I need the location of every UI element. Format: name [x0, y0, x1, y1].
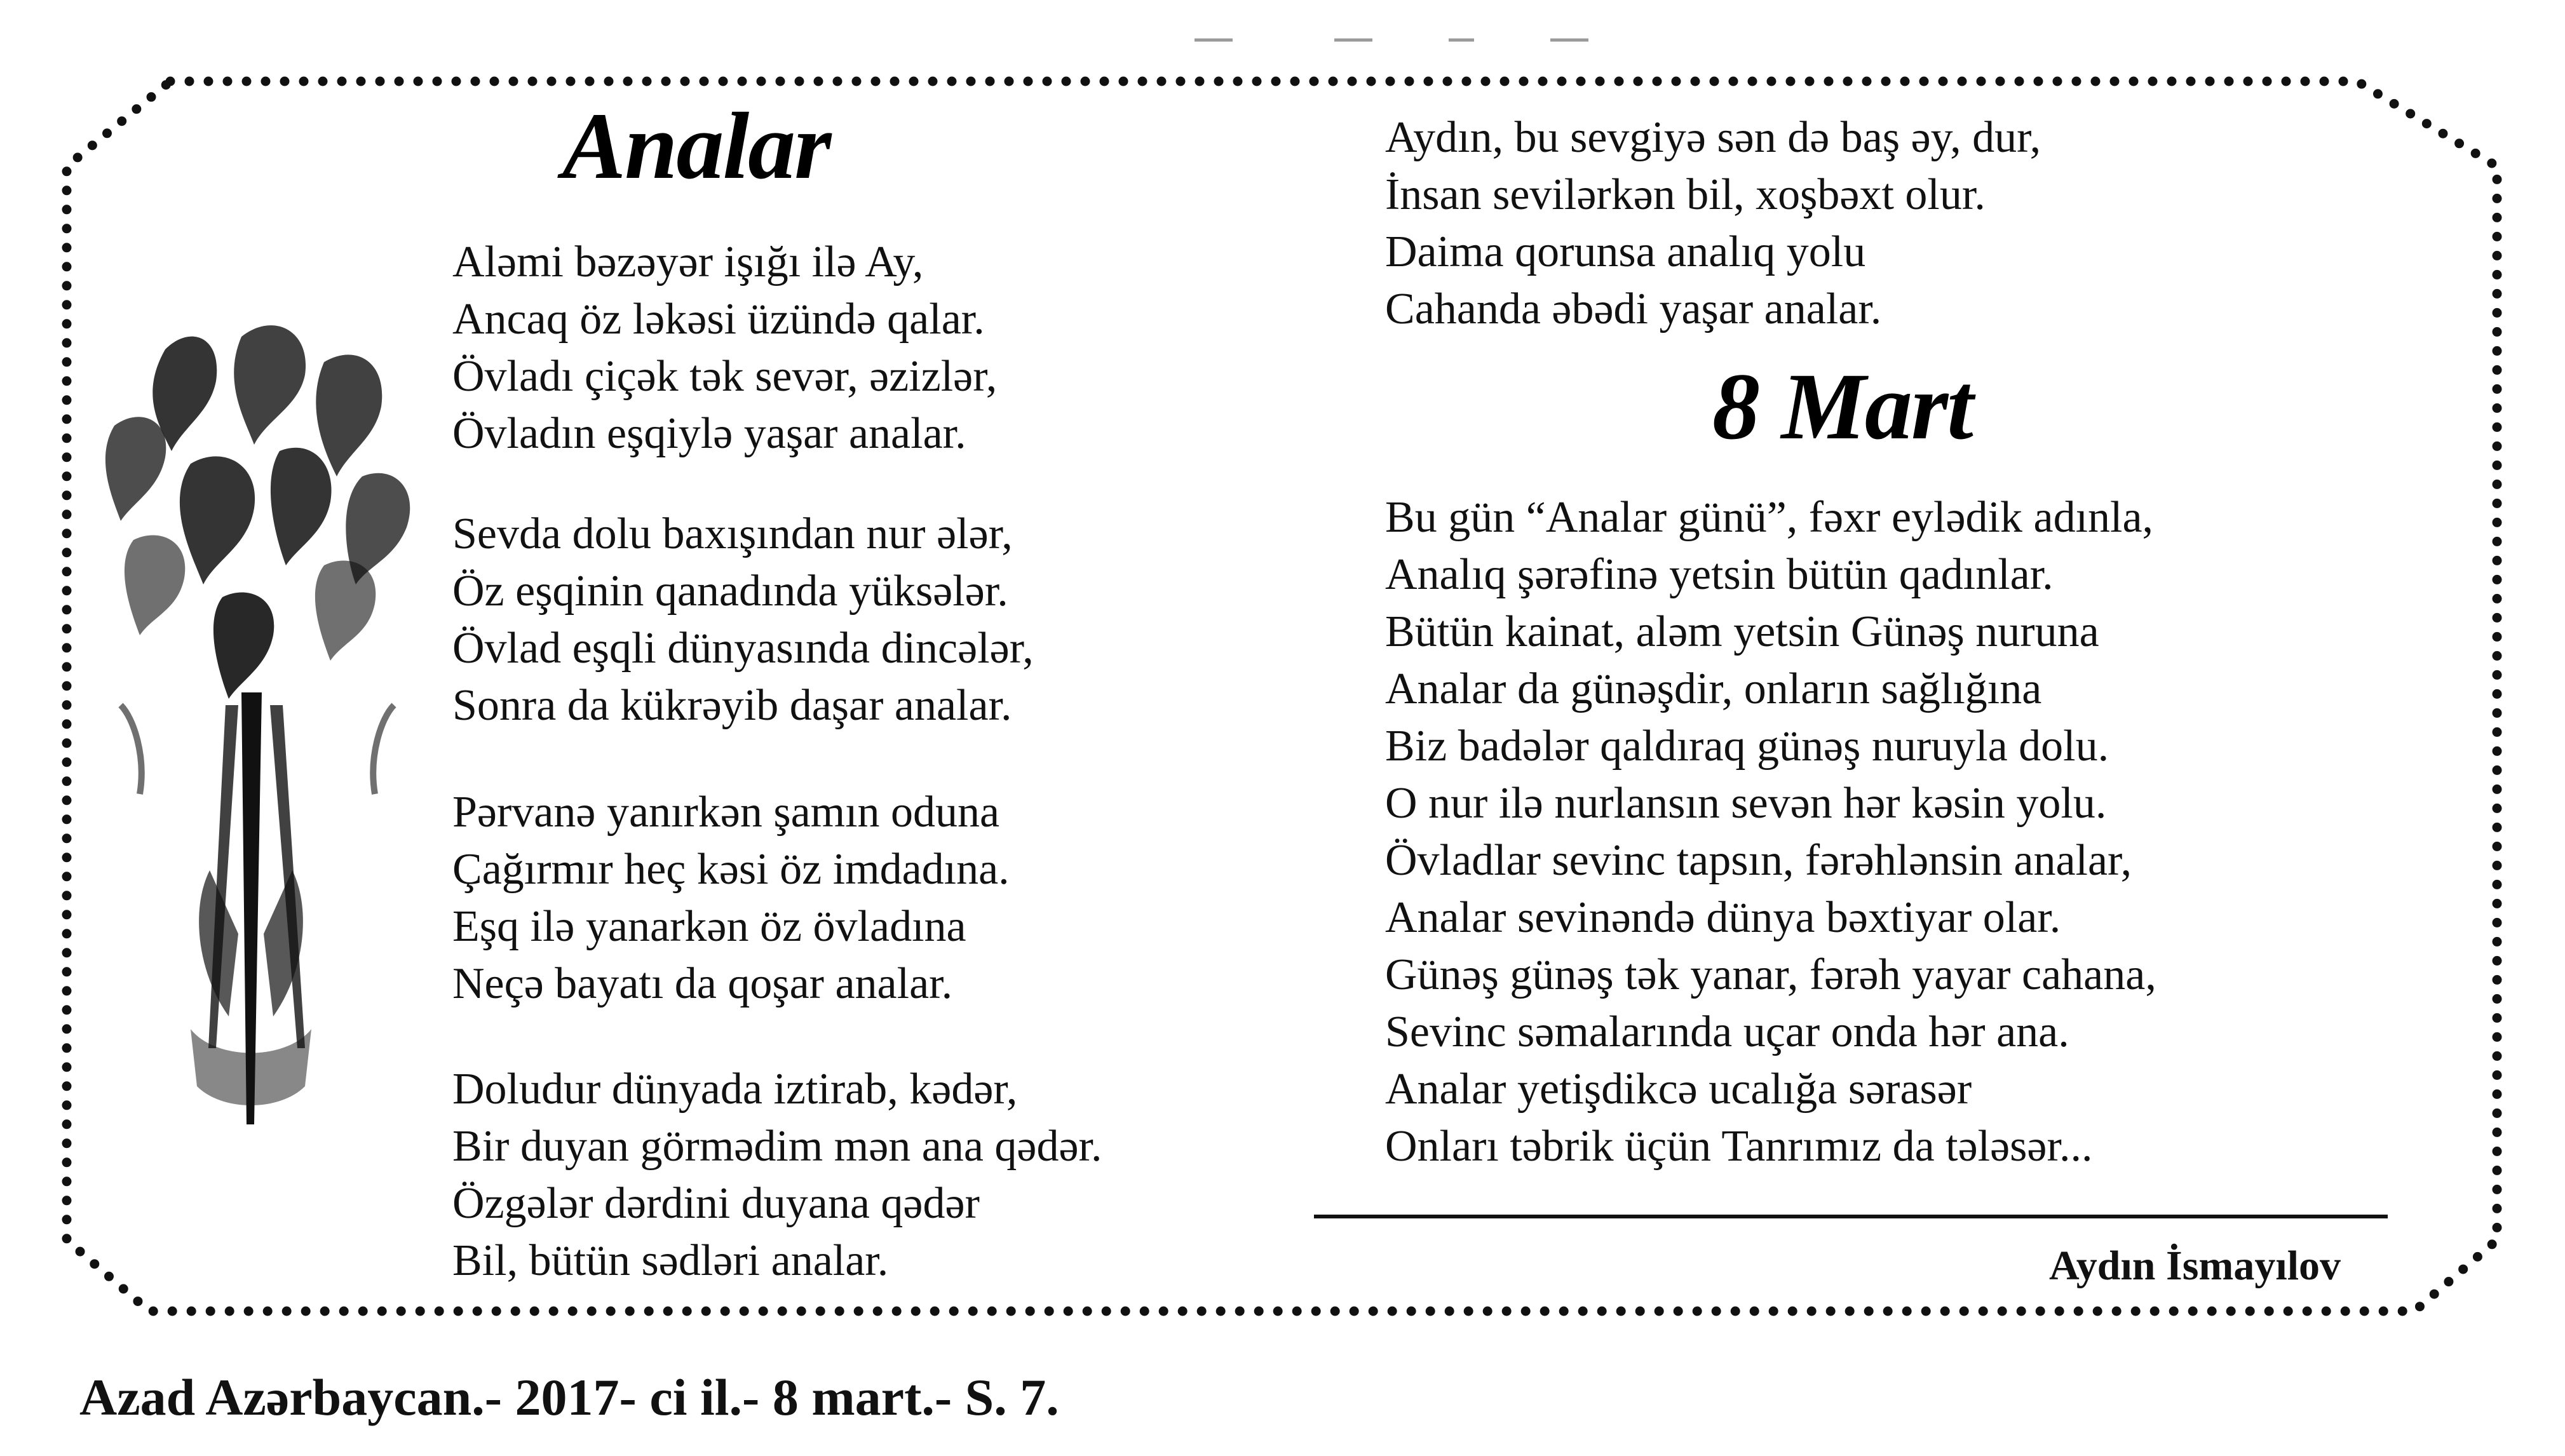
poem-line: Neçə bayatı da qoşar analar. — [452, 959, 953, 1008]
poem-line: Övladın eşqiylə yaşar analar. — [452, 409, 966, 458]
poem-line: Övladı çiçək tək sevər, əzizlər, — [452, 352, 998, 401]
poem-line: Sevda dolu baxışından nur ələr, — [452, 509, 1013, 558]
poem-line: Cahanda əbədi yaşar analar. — [1385, 285, 1882, 334]
poem-line: Günəş günəş tək yanar, fərəh yayar cahana, — [1385, 950, 2156, 999]
poem-line: Onları təbrik üçün Tanrımız da tələsər... — [1385, 1122, 2093, 1171]
poem-line: İnsan sevilərkən bil, xoşbəxt olur. — [1385, 170, 1986, 219]
poem-line: Övladlar sevinc tapsın, fərəhlənsin analar, — [1385, 836, 2132, 885]
poem2-body — [1385, 489, 2156, 1175]
poem1-stanza-4 — [452, 1061, 1102, 1290]
poem-line: Analar da günəşdir, onların sağlığına — [1385, 664, 2042, 713]
poem1-stanza-3 — [452, 784, 1010, 1013]
poem-line: Bir duyan görmədim mən ana qədər. — [452, 1122, 1102, 1171]
poem-line: Analar yetişdikcə ucalığa sərasər — [1385, 1065, 1972, 1114]
poem-title-analar: Analar — [562, 93, 830, 199]
top-decoration — [1195, 37, 1588, 43]
poem-line: Sonra da kükrəyib daşar analar. — [452, 681, 1012, 730]
poem-line: O nur ilə nurlansın sevən hər kəsin yolu. — [1385, 779, 2107, 828]
poem-line: Eşq ilə yanarkən öz övladına — [452, 902, 966, 951]
poem-line: Analıq şərəfinə yetsin bütün qadınlar. — [1385, 550, 2054, 599]
poem-line: Biz badələr qaldıraq günəş nuruyla dolu. — [1385, 722, 2109, 771]
poem1-stanza-5 — [1385, 109, 2041, 338]
poem1-stanza-2 — [452, 506, 1034, 734]
poem-line: Bütün kainat, aləm yetsin Günəş nuruna — [1385, 607, 2099, 656]
flower-bouquet-icon — [95, 299, 426, 1137]
poem-line: Pərvanə yanırkən şamın oduna — [452, 788, 1000, 837]
poem-line: Bu gün “Analar günü”, fəxr eylədik adınla, — [1385, 493, 2154, 542]
poem-title-8-mart: 8 Mart — [1712, 354, 1972, 459]
poem-line: Doludur dünyada iztirab, kədər, — [452, 1065, 1018, 1114]
poem-line: Sevinc səmalarında uçar onda hər ana. — [1385, 1008, 2069, 1056]
poem-line: Daima qorunsa analıq yolu — [1385, 227, 1866, 276]
poem-line: Bil, bütün sədləri analar. — [452, 1236, 889, 1285]
poem-line: Özgələr dərdini duyana qədər — [452, 1179, 980, 1228]
author-name: Aydın İsmayılov — [2049, 1243, 2341, 1289]
poem-line: Övlad eşqli dünyasında dincələr, — [452, 624, 1034, 673]
poem-line: Öz eşqinin qanadında yüksələr. — [452, 567, 1008, 616]
poem-line: Aydın, bu sevgiyə sən də baş əy, dur, — [1385, 113, 2041, 162]
poem-line: Çağırmır heç kəsi öz imdadına. — [452, 845, 1010, 894]
poem-line: Analar sevinəndə dünya bəxtiyar olar. — [1385, 893, 2061, 942]
source-citation: Azad Azərbaycan.- 2017- ci il.- 8 mart.- S. 7. — [79, 1368, 1059, 1426]
author-divider-line — [1314, 1215, 2388, 1218]
poem-line: Aləmi bəzəyər işığı ilə Ay, — [452, 238, 924, 286]
poem-line: Ancaq öz ləkəsi üzündə qalar. — [452, 295, 985, 344]
poem1-stanza-1 — [452, 234, 997, 462]
